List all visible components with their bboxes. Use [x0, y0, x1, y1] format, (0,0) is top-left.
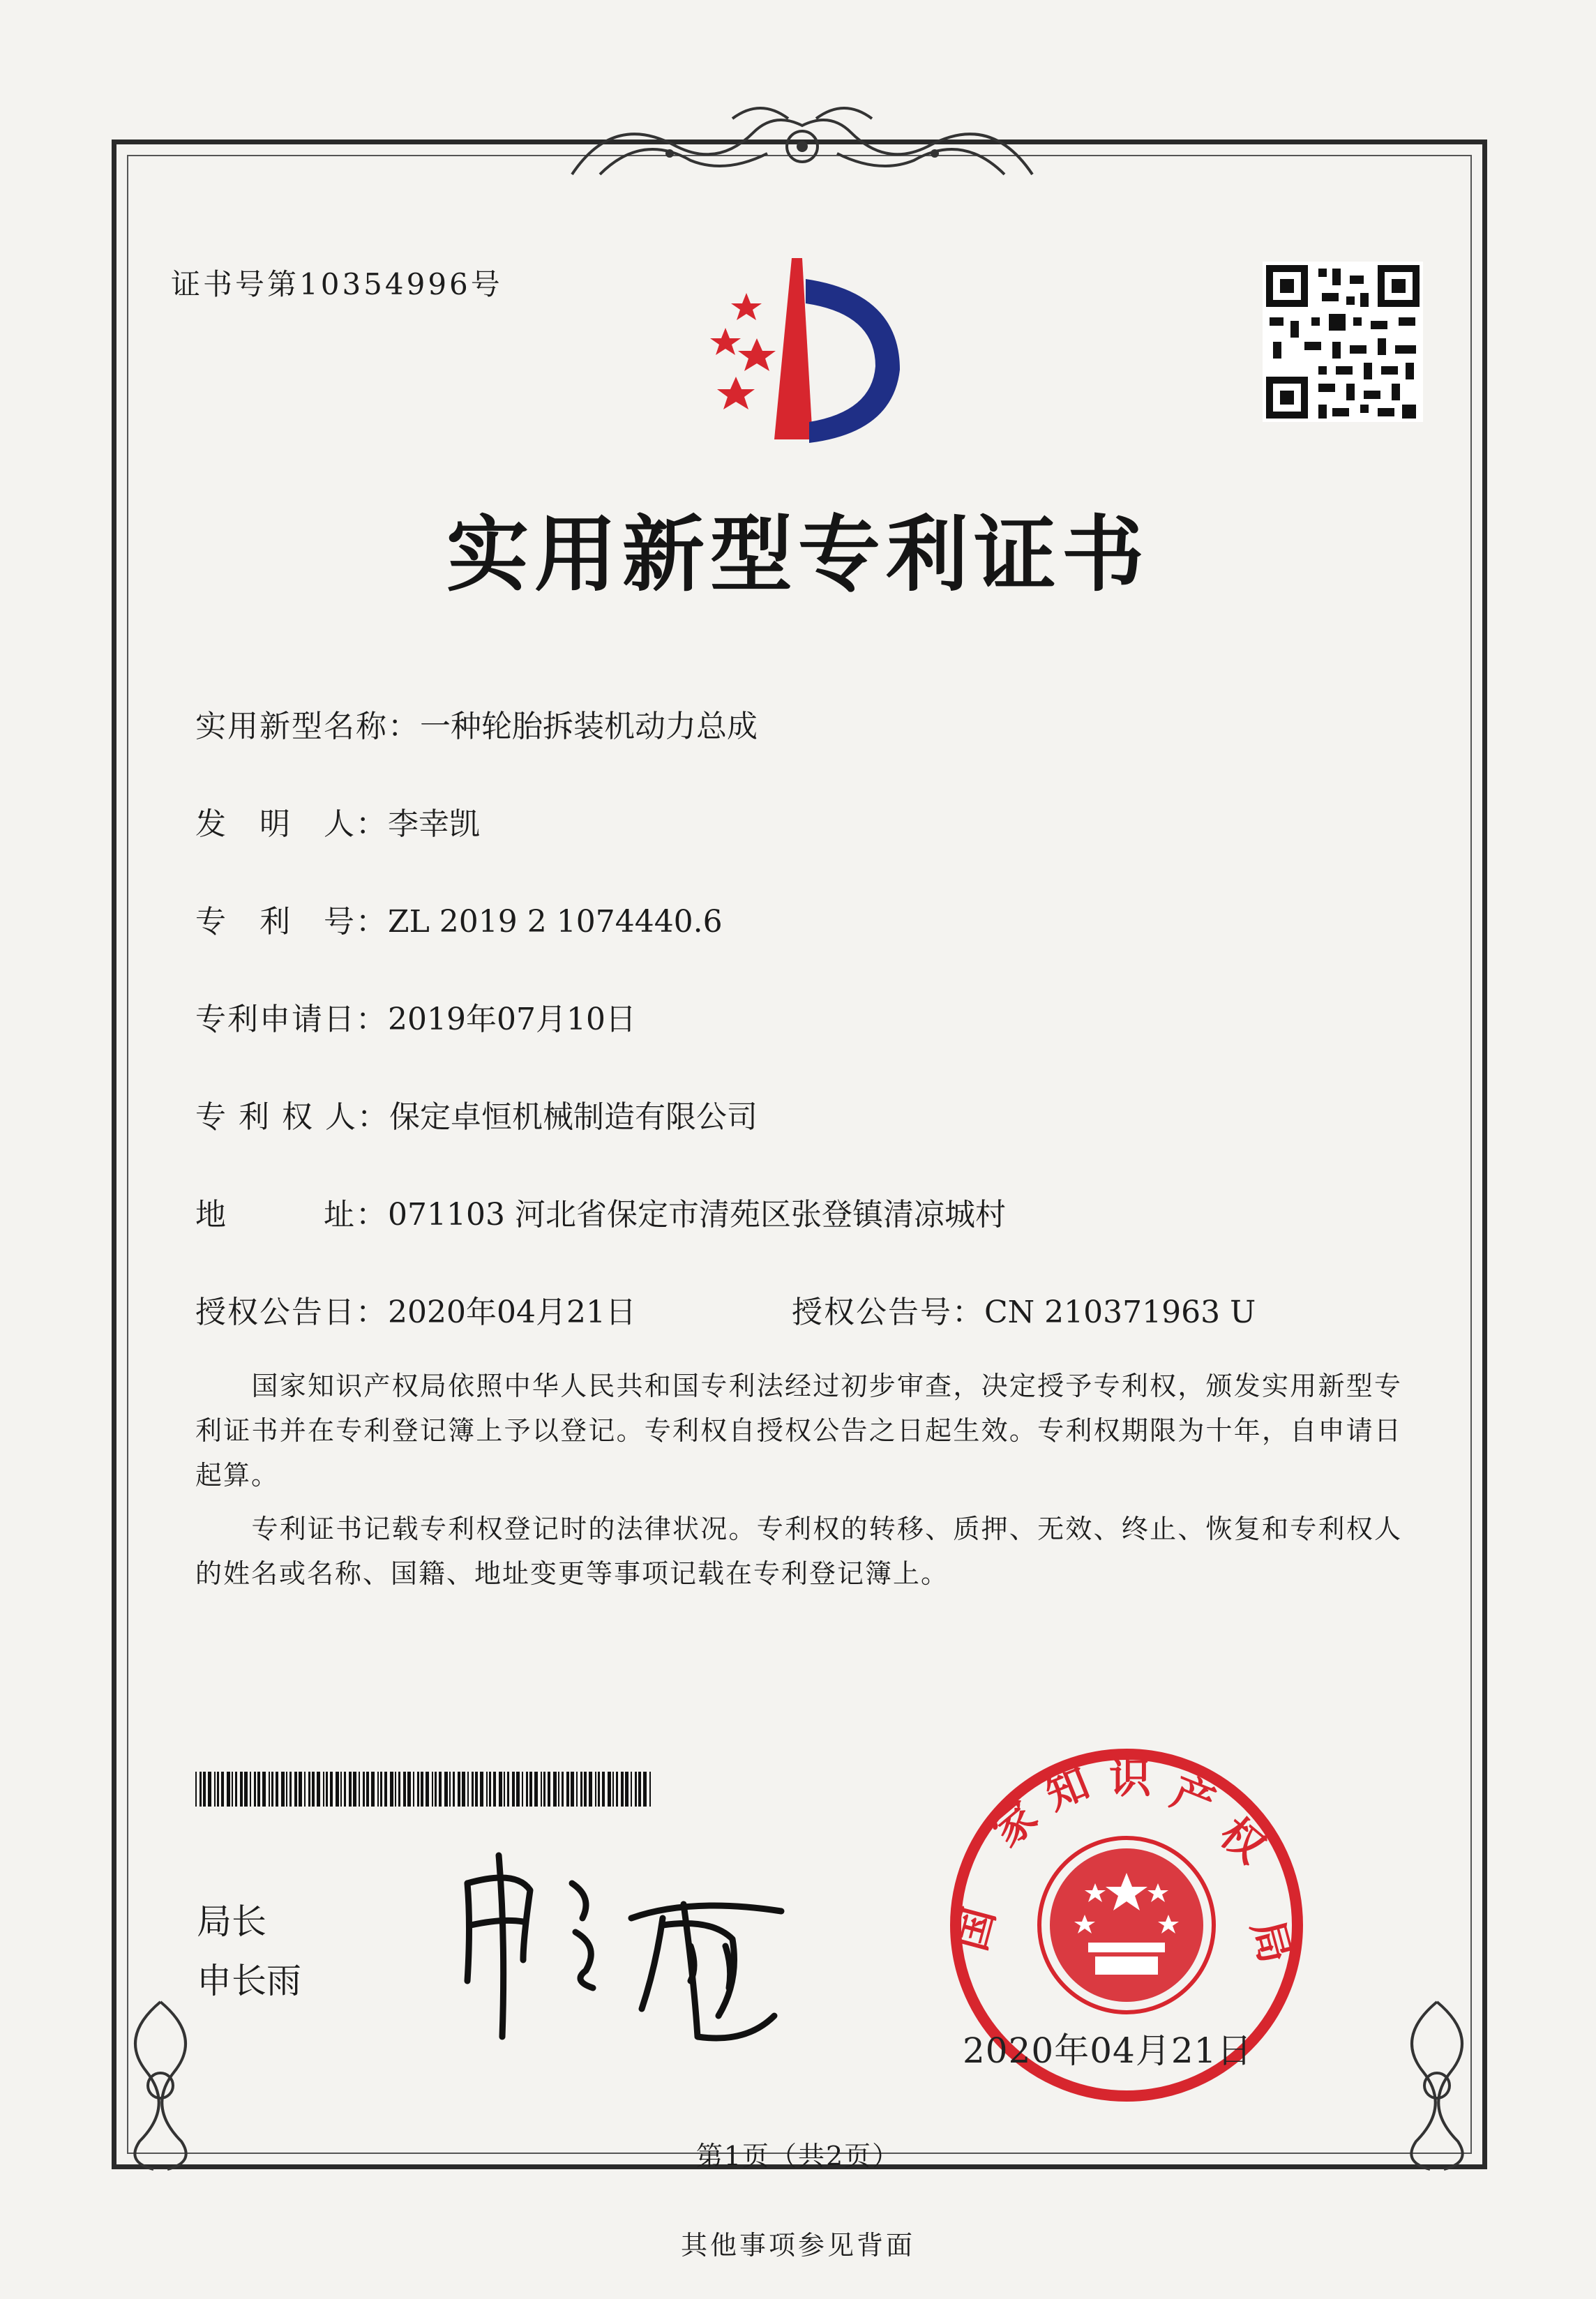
svg-text:识: 识: [1109, 1754, 1151, 1803]
footer-note: 其他事项参见背面: [680, 2230, 915, 2261]
field-label: 授权公告号：: [792, 1295, 984, 1330]
barcode-icon: [195, 1772, 656, 1807]
patent-office-logo-icon: [670, 251, 928, 446]
field-label: 授权公告日：: [195, 1295, 388, 1330]
field-value: 李幸凯: [388, 806, 480, 842]
field-label: 发 明 人：: [195, 806, 388, 842]
director-title: 局长: [197, 1901, 266, 1942]
svg-text:产: 产: [1164, 1767, 1222, 1829]
field-grant-date: [195, 1287, 636, 1332]
qr-code-icon: [1263, 262, 1423, 422]
field-value: CN 210371963 U: [984, 1295, 1256, 1330]
body-paragraph-1: 国家知识产权局依照中华人民共和国专利法经过初步审查，决定授予专利权，颁发实用新型专利证书并在专利登记簿上予以登记。专利权自授权公告之日起生效。专利权期限为十年，自申请日起算。: [195, 1371, 1402, 1491]
page-indicator: 第1页（共2页）: [695, 2141, 901, 2171]
top-ornament-icon: [558, 98, 1046, 188]
field-value: 保定卓恒机械制造有限公司: [389, 1099, 758, 1135]
svg-text:权: 权: [1210, 1808, 1274, 1874]
field-value: ZL 2019 2 1074440.6: [388, 904, 723, 940]
field-label: 专 利 权 人：: [195, 1099, 389, 1135]
field-utility-model-name: [195, 701, 758, 746]
field-value: 2019年07月10日: [388, 1002, 636, 1037]
seal-date: 2020年04月21日: [963, 2030, 1253, 2071]
field-grant-number: [792, 1287, 1256, 1332]
field-inventor: [195, 799, 480, 843]
svg-text:知: 知: [1039, 1758, 1097, 1820]
field-label: 地 址：: [195, 1197, 388, 1233]
handwritten-signature: [453, 1841, 816, 2051]
svg-text:家: 家: [983, 1792, 1047, 1857]
field-label: 实用新型名称：: [195, 709, 420, 744]
certificate-title: 实用新型专利证书: [446, 506, 1150, 603]
field-address: [195, 1189, 1006, 1234]
field-label: 专利申请日：: [195, 1002, 388, 1037]
field-value: 一种轮胎拆装机动力总成: [420, 709, 758, 744]
field-filing-date: [195, 994, 636, 1039]
field-value: 2020年04月21日: [388, 1295, 636, 1330]
field-patentee: [195, 1092, 758, 1136]
svg-text:国: 国: [946, 1902, 1005, 1956]
svg-text:局: 局: [1242, 1915, 1300, 1968]
certificate-number: 证书号第10354996号: [171, 267, 503, 301]
field-label: 专 利 号：: [195, 904, 388, 940]
body-paragraph-2: 专利证书记载专利权登记时的法律状况。专利权的转移、质押、无效、终止、恢复和专利权人的姓名或名称、国籍、地址变更等事项记载在专利登记簿上。: [195, 1514, 1402, 1589]
field-value: 071103 河北省保定市清苑区张登镇清凉城村: [388, 1197, 1006, 1233]
director-name: 申长雨: [197, 1961, 301, 2001]
field-patent-number: [195, 896, 723, 941]
